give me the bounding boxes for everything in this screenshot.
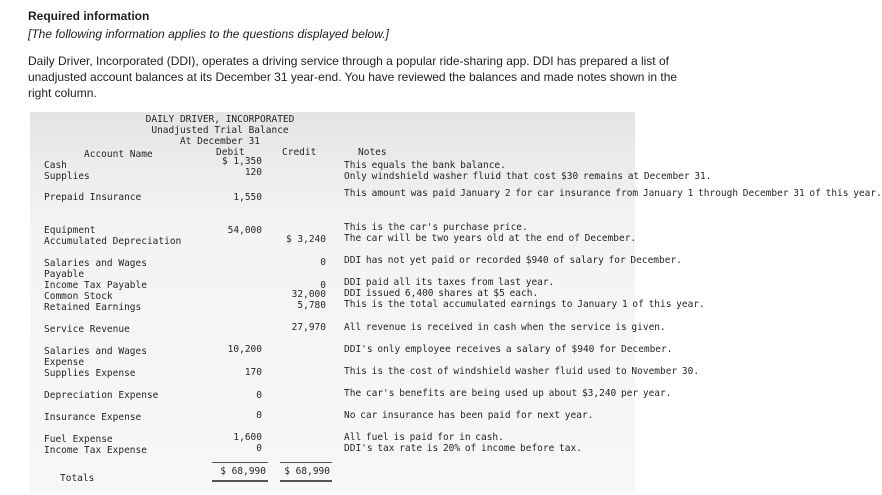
credit-amount: 27,970 — [291, 322, 326, 333]
debit-amount: 0 — [256, 443, 262, 454]
account-note: This is the cost of windshield washer fluid used to November 30. — [344, 366, 700, 377]
credit-double-rule — [280, 480, 332, 482]
account-note: This amount was paid January 2 for car insurance from January 1 through December 31 of this year. — [344, 188, 882, 199]
account-name: Accumulated Depreciation — [44, 236, 182, 247]
intro-paragraph: Daily Driver, Incorporated (DDI), operates a driving service through a popular ride-sharing app. DDI has prepared a list of unadjusted account balances at its December 31 year-end. You have reviewed the balances and made notes shown in the right column. — [28, 54, 678, 100]
account-name: Salaries and Wages Expense — [44, 346, 147, 368]
account-note: All fuel is paid for in cash. — [344, 432, 504, 443]
debit-amount: $ 1,350 — [221, 156, 262, 167]
account-note: This is the total accumulated earnings to January 1 of this year. — [344, 299, 705, 310]
account-note: Only windshield washer fluid that cost $30 remains at December 31. — [344, 171, 712, 182]
account-name: Income Tax Payable — [44, 280, 147, 291]
account-name: Depreciation Expense — [44, 390, 159, 401]
debit-amount: 120 — [244, 167, 262, 178]
account-note: No car insurance has been paid for next year. — [344, 410, 594, 421]
account-note: This equals the bank balance. — [344, 160, 506, 171]
account-name: Equipment — [44, 225, 96, 236]
account-note: DDI's tax rate is 20% of income before tax. — [344, 443, 582, 454]
account-note: All revenue is received in cash when the service is given. — [344, 322, 666, 333]
account-name: Salaries and Wages Payable — [44, 258, 147, 280]
notes-header: Notes — [358, 147, 387, 158]
debit-amount: 10,200 — [227, 344, 262, 355]
account-note: DDI's only employee receives a salary of $940 for December. — [344, 344, 673, 355]
account-note: DDI issued 6,400 shares at $5 each. — [344, 288, 539, 299]
credit-header: Credit — [282, 147, 317, 158]
account-name: Fuel Expense — [44, 434, 113, 445]
totals-label: Totals — [60, 473, 95, 484]
debit-amount: 170 — [244, 367, 262, 378]
account-name-header: Account Name — [84, 149, 153, 160]
debit-total: $ 68,990 — [220, 466, 266, 477]
account-name: Supplies Expense — [44, 368, 136, 379]
account-name: Income Tax Expense — [44, 445, 147, 456]
account-name: Retained Earnings — [44, 302, 142, 313]
section-title: Required information — [28, 9, 150, 23]
credit-amount: 32,000 — [291, 289, 326, 300]
account-note: DDI paid all its taxes from last year. — [344, 277, 555, 288]
account-note: This is the car's purchase price. — [344, 222, 528, 233]
account-name: Insurance Expense — [44, 412, 142, 423]
debit-double-rule — [212, 480, 268, 482]
debit-amount: 0 — [256, 410, 262, 421]
debit-amount: 1,550 — [233, 192, 262, 203]
credit-amount: 0 — [320, 280, 326, 291]
credit-amount: 0 — [320, 257, 326, 268]
account-name: Supplies — [44, 171, 90, 182]
debit-amount: 0 — [256, 390, 262, 401]
account-note: DDI has not yet paid or recorded $940 of salary for December. — [344, 255, 682, 266]
debit-header: Debit — [216, 147, 245, 158]
account-name: Cash — [44, 160, 67, 171]
account-note: The car's benefits are being used up about $3,240 per year. — [344, 388, 672, 399]
trial-balance-table — [30, 112, 882, 492]
account-name: Common Stock — [44, 291, 113, 302]
debit-amount: 1,600 — [233, 432, 262, 443]
report-title: Unadjusted Trial Balance — [151, 125, 289, 136]
debit-amount: 54,000 — [227, 225, 262, 236]
credit-total-rule — [280, 462, 332, 463]
account-name: Prepaid Insurance — [44, 192, 142, 203]
credit-total: $ 68,990 — [284, 466, 330, 477]
instructions-note: [The following information applies to the questions displayed below.] — [28, 27, 389, 41]
account-name: Service Revenue — [44, 324, 130, 335]
credit-amount: 5,780 — [297, 300, 326, 311]
credit-amount: $ 3,240 — [285, 234, 326, 245]
debit-total-rule — [212, 462, 268, 463]
company-name: DAILY DRIVER, INCORPORATED — [145, 114, 295, 125]
account-note: The car will be two years old at the end of December. — [344, 233, 637, 244]
report-date: At December 31 — [179, 136, 261, 147]
